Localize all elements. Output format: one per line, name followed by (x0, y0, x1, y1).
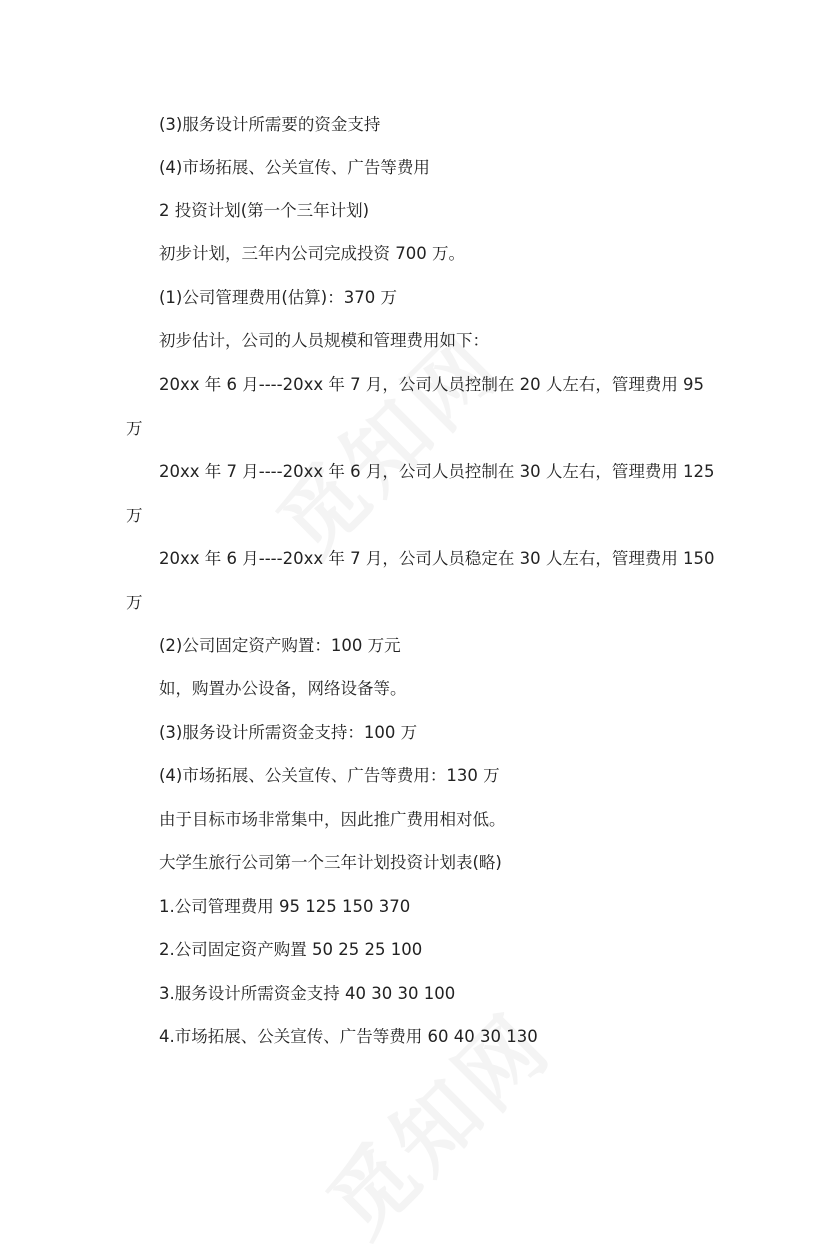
paragraph-line: 2 投资计划(第一个三年计划) (159, 201, 370, 220)
paragraph-line: 20xx 年 6 月----20xx 年 7 月，公司人员控制在 20 人左右，管理费用 95 (159, 375, 705, 394)
paragraph-line: (4)市场拓展、公关宣传、广告等费用：130 万 (159, 766, 500, 785)
paragraph-line: 4.市场拓展、公关宣传、广告等费用 60 40 30 130 (159, 1027, 538, 1046)
paragraph-line: 20xx 年 7 月----20xx 年 6 月，公司人员控制在 30 人左右，管理费用 125 (159, 462, 715, 481)
paragraph-line: 大学生旅行公司第一个三年计划投资计划表(略) (159, 853, 502, 872)
paragraph-line: (3)服务设计所需资金支持：100 万 (159, 723, 418, 742)
paragraph-line: 由于目标市场非常集中，因此推广费用相对低。 (159, 810, 506, 829)
paragraph-line: 初步估计，公司的人员规模和管理费用如下： (159, 331, 489, 350)
paragraph-line-continuation: 万 (126, 419, 143, 438)
paragraph-line: (1)公司管理费用(估算)：370 万 (159, 288, 397, 307)
paragraph-line: (2)公司固定资产购置：100 万元 (159, 636, 401, 655)
paragraph-line: 20xx 年 6 月----20xx 年 7 月，公司人员稳定在 30 人左右，管理费用 150 (159, 549, 715, 568)
paragraph-line: 3.服务设计所需资金支持 40 30 30 100 (159, 984, 456, 1003)
paragraph-line: 2.公司固定资产购置 50 25 25 100 (159, 940, 423, 959)
paragraph-line: (3)服务设计所需要的资金支持 (159, 115, 381, 134)
watermark (297, 982, 573, 1258)
paragraph-line: (4)市场拓展、公关宣传、广告等费用 (159, 158, 430, 177)
paragraph-line-continuation: 万 (126, 506, 143, 525)
paragraph-line: 1.公司管理费用 95 125 150 370 (159, 897, 411, 916)
paragraph-line: 如，购置办公设备，网络设备等。 (159, 679, 407, 698)
paragraph-line-continuation: 万 (126, 593, 143, 612)
paragraph-line: 初步计划，三年内公司完成投资 700 万。 (159, 244, 465, 263)
